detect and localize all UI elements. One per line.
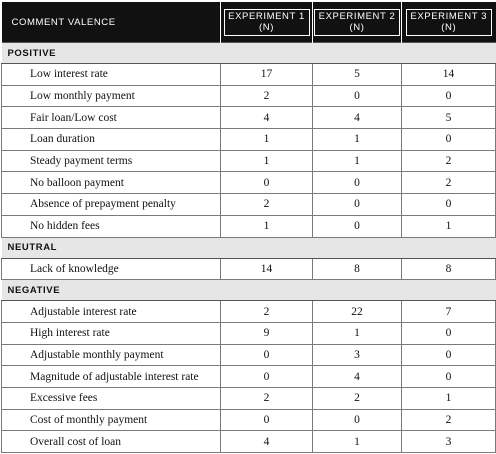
row-label: Adjustable interest rate <box>2 301 221 323</box>
table-row <box>2 215 496 237</box>
table-row <box>2 85 496 107</box>
section-title: POSITIVE <box>2 43 496 64</box>
table-row <box>2 387 496 409</box>
cell-experiment-1: 17 <box>221 64 313 86</box>
header-experiment-2 <box>313 2 402 43</box>
cell-experiment-2: 4 <box>313 366 402 388</box>
header-experiment-1 <box>221 2 313 43</box>
cell-experiment-3: 7 <box>402 301 496 323</box>
header-experiment-2-box <box>314 9 400 36</box>
row-label: High interest rate <box>2 322 221 344</box>
cell-experiment-3: 14 <box>402 64 496 86</box>
table-header <box>2 2 496 43</box>
section-header-positive <box>2 43 496 64</box>
table-row <box>2 172 496 194</box>
cell-experiment-2: 22 <box>313 301 402 323</box>
cell-experiment-2: 5 <box>313 64 402 86</box>
header-experiment-1-title: EXPERIMENT 1 <box>228 10 305 22</box>
section-title: NEUTRAL <box>2 237 496 258</box>
cell-experiment-2: 3 <box>313 344 402 366</box>
row-label: Absence of prepayment penalty <box>2 194 221 216</box>
section-title: NEGATIVE <box>2 280 496 301</box>
cell-experiment-2: 0 <box>313 85 402 107</box>
cell-experiment-2: 2 <box>313 387 402 409</box>
cell-experiment-3: 2 <box>402 409 496 431</box>
cell-experiment-3: 2 <box>402 172 496 194</box>
row-label: Fair loan/Low cost <box>2 107 221 129</box>
table-row <box>2 431 496 453</box>
cell-experiment-1: 0 <box>221 344 313 366</box>
cell-experiment-1: 14 <box>221 258 313 280</box>
table-row <box>2 258 496 280</box>
row-label: Steady payment terms <box>2 150 221 172</box>
header-experiment-3-unit: (N) <box>441 21 457 33</box>
cell-experiment-3: 3 <box>402 431 496 453</box>
cell-experiment-1: 2 <box>221 85 313 107</box>
cell-experiment-3: 5 <box>402 107 496 129</box>
row-label: Adjustable monthly payment <box>2 344 221 366</box>
header-experiment-3-title: EXPERIMENT 3 <box>410 10 488 22</box>
cell-experiment-3: 0 <box>402 85 496 107</box>
header-experiment-1-box <box>224 9 310 36</box>
row-label: Loan duration <box>2 129 221 151</box>
table-row <box>2 344 496 366</box>
cell-experiment-3: 2 <box>402 150 496 172</box>
cell-experiment-1: 4 <box>221 431 313 453</box>
row-label: Low monthly payment <box>2 85 221 107</box>
table-row <box>2 150 496 172</box>
cell-experiment-1: 0 <box>221 366 313 388</box>
cell-experiment-1: 2 <box>221 194 313 216</box>
table-row <box>2 64 496 86</box>
header-experiment-2-title: EXPERIMENT 2 <box>318 10 396 22</box>
row-label: Low interest rate <box>2 64 221 86</box>
row-label: Overall cost of loan <box>2 431 221 453</box>
cell-experiment-3: 8 <box>402 258 496 280</box>
cell-experiment-1: 2 <box>221 387 313 409</box>
section-header-neutral <box>2 237 496 258</box>
cell-experiment-2: 1 <box>313 431 402 453</box>
header-experiment-3 <box>402 2 496 43</box>
cell-experiment-3: 0 <box>402 366 496 388</box>
row-label: Excessive fees <box>2 387 221 409</box>
cell-experiment-2: 1 <box>313 322 402 344</box>
table-row <box>2 107 496 129</box>
cell-experiment-2: 0 <box>313 215 402 237</box>
cell-experiment-1: 4 <box>221 107 313 129</box>
cell-experiment-2: 1 <box>313 150 402 172</box>
cell-experiment-1: 9 <box>221 322 313 344</box>
table-row <box>2 366 496 388</box>
comment-valence-table <box>1 2 496 453</box>
cell-experiment-2: 0 <box>313 409 402 431</box>
cell-experiment-3: 0 <box>402 194 496 216</box>
cell-experiment-1: 1 <box>221 129 313 151</box>
cell-experiment-3: 1 <box>402 387 496 409</box>
row-label: No hidden fees <box>2 215 221 237</box>
row-label: Lack of knowledge <box>2 258 221 280</box>
table-row <box>2 409 496 431</box>
cell-experiment-2: 0 <box>313 172 402 194</box>
cell-experiment-3: 1 <box>402 215 496 237</box>
cell-experiment-3: 0 <box>402 344 496 366</box>
cell-experiment-2: 0 <box>313 194 402 216</box>
header-experiment-3-box <box>406 9 492 36</box>
table-row <box>2 129 496 151</box>
row-label: No balloon payment <box>2 172 221 194</box>
cell-experiment-1: 1 <box>221 215 313 237</box>
row-label: Magnitude of adjustable interest rate <box>2 366 221 388</box>
cell-experiment-1: 0 <box>221 409 313 431</box>
cell-experiment-2: 4 <box>313 107 402 129</box>
cell-experiment-2: 1 <box>313 129 402 151</box>
header-experiment-2-unit: (N) <box>349 21 365 33</box>
table-body <box>2 43 496 453</box>
cell-experiment-3: 0 <box>402 322 496 344</box>
header-experiment-1-unit: (N) <box>259 21 274 33</box>
cell-experiment-1: 0 <box>221 172 313 194</box>
header-comment-valence-label: COMMENT VALENCE <box>11 16 116 28</box>
cell-experiment-1: 2 <box>221 301 313 323</box>
table-row <box>2 301 496 323</box>
header-comment-valence <box>2 2 221 43</box>
row-label: Cost of monthly payment <box>2 409 221 431</box>
table-row <box>2 322 496 344</box>
cell-experiment-2: 8 <box>313 258 402 280</box>
table-row <box>2 194 496 216</box>
cell-experiment-3: 0 <box>402 129 496 151</box>
section-header-negative <box>2 280 496 301</box>
cell-experiment-1: 1 <box>221 150 313 172</box>
